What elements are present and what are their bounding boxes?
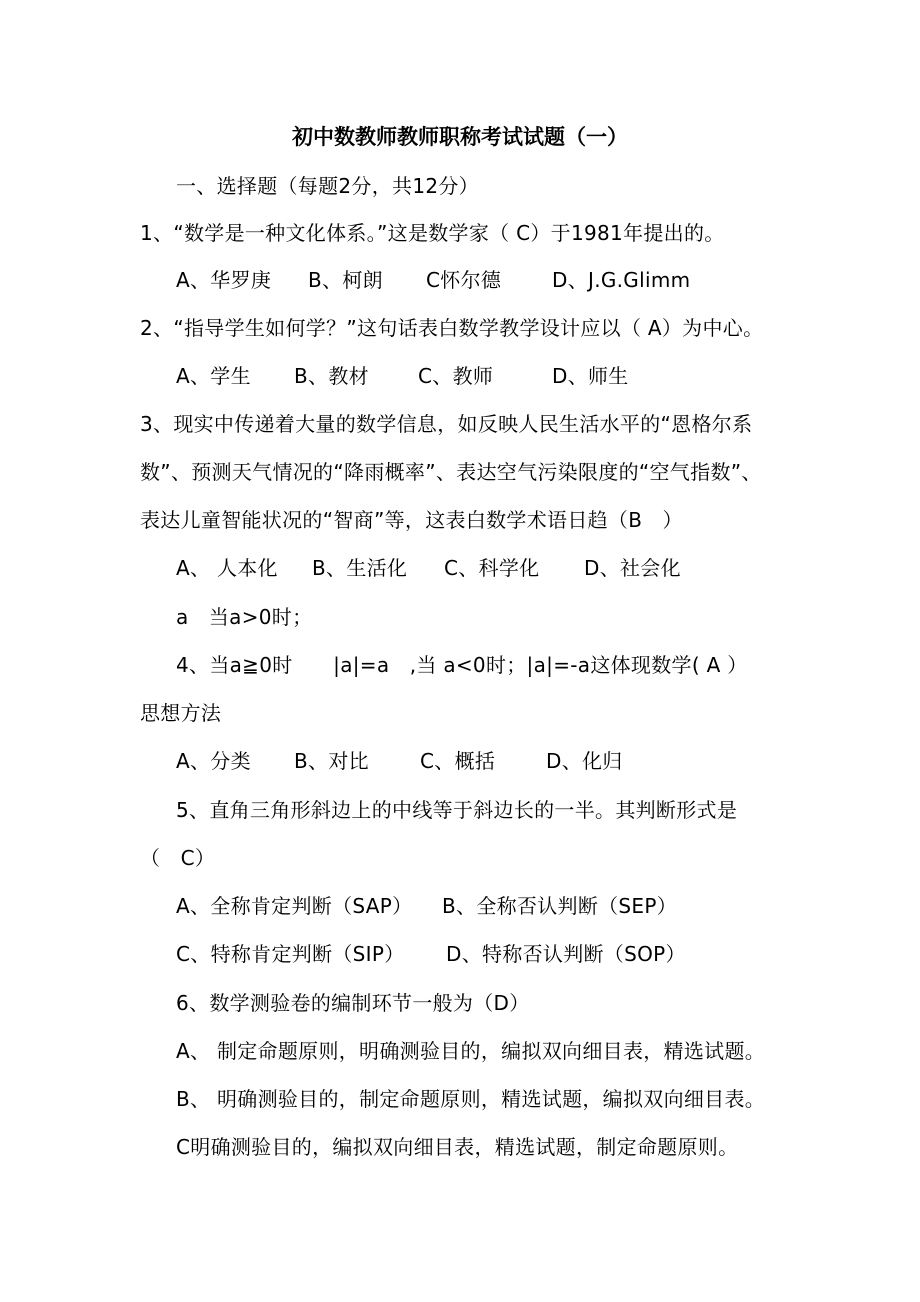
question-5-options-row-2 bbox=[176, 940, 686, 968]
question-1-options bbox=[176, 266, 690, 294]
q4-option-a: A、分类 bbox=[176, 749, 251, 773]
q1-option-c: C怀尔德 bbox=[426, 268, 502, 292]
q5-option-a: A、全称肯定判断（SAP） bbox=[176, 894, 413, 918]
question-4-condition: a 当a>0时； bbox=[176, 605, 313, 629]
question-2-stem: 2、“指导学生如何学？”这句话表白数学教学设计应以（ A）为中心。 bbox=[140, 316, 764, 340]
question-5-line-2: （ C） bbox=[140, 846, 216, 870]
question-3-line-2: 数”、预测天气情况的“降雨概率”、表达空气污染限度的“空气指数”、 bbox=[140, 460, 762, 484]
q3-option-d: D、社会化 bbox=[584, 556, 681, 580]
question-6-option-a: A、 制定命题原则，明确测验目的，编拟双向细目表，精选试题。 bbox=[176, 1039, 766, 1063]
q4-option-d: D、化归 bbox=[546, 749, 623, 773]
question-5-line-1: 5、直角三角形斜边上的中线等于斜边长的一半。其判断形式是 bbox=[176, 798, 738, 822]
q1-option-b: B、柯朗 bbox=[308, 268, 383, 292]
question-1-stem: 1、“数学是一种文化体系。”这是数学家（ C）于1981年提出的。 bbox=[140, 221, 725, 245]
question-6-stem: 6、数学测验卷的编制环节一般为（D） bbox=[176, 991, 530, 1015]
q2-option-a: A、学生 bbox=[176, 364, 251, 388]
question-6-option-c: C明确测验目的，编拟双向细目表，精选试题，制定命题原则。 bbox=[176, 1135, 739, 1159]
section-heading: 一、选择题（每题2分，共12分） bbox=[176, 174, 479, 198]
q1-option-a: A、华罗庚 bbox=[176, 268, 272, 292]
question-4-options bbox=[176, 747, 623, 775]
q2-option-d: D、师生 bbox=[552, 364, 629, 388]
q2-option-b: B、教材 bbox=[294, 364, 369, 388]
q2-option-c: C、教师 bbox=[418, 364, 494, 388]
q5-option-c: C、特称肯定判断（SIP） bbox=[176, 942, 405, 966]
question-4-line-2: 思想方法 bbox=[140, 701, 222, 725]
q4-option-b: B、对比 bbox=[294, 749, 369, 773]
q1-option-d: D、J.G.Glimm bbox=[552, 268, 691, 292]
question-4-line-1: 4、当a≧0时 |a|=a ,当 a<0时；|a|=-a这体现数学( A ） bbox=[176, 653, 748, 677]
q3-option-c: C、科学化 bbox=[444, 556, 540, 580]
page-title: 初中数教师教师职称考试试题（一） bbox=[292, 125, 628, 149]
q3-option-b: B、生活化 bbox=[312, 556, 408, 580]
question-2-options bbox=[176, 362, 629, 390]
question-3-line-3: 表达儿童智能状况的“智商”等，这表白数学术语日趋（B ） bbox=[140, 508, 683, 532]
q5-option-d: D、特称否认判断（SOP） bbox=[446, 942, 686, 966]
question-6-option-b: B、 明确测验目的，制定命题原则，精选试题，编拟双向细目表。 bbox=[176, 1087, 766, 1111]
question-3-options bbox=[176, 554, 681, 582]
q3-option-a: A、 人本化 bbox=[176, 556, 278, 580]
q4-option-c: C、概括 bbox=[420, 749, 496, 773]
q5-option-b: B、全称否认判断（SEP） bbox=[442, 894, 678, 918]
question-3-line-1: 3、现实中传递着大量的数学信息，如反映人民生活水平的“恩格尔系 bbox=[140, 412, 753, 436]
question-5-options-row-1 bbox=[176, 892, 677, 920]
